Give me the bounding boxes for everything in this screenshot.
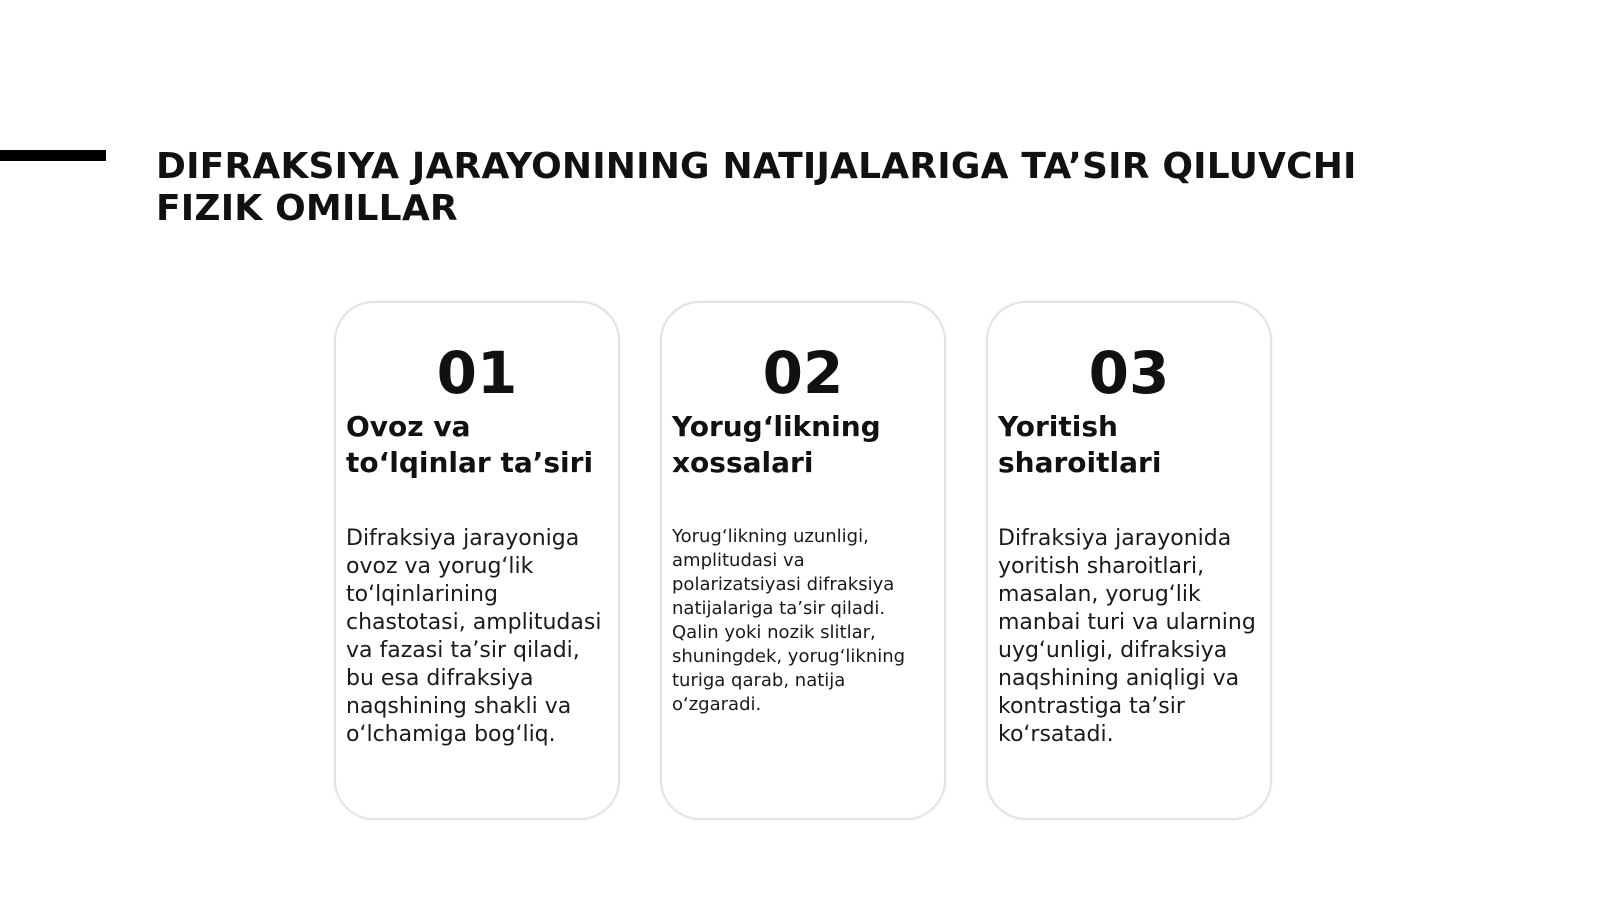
factor-card-2 xyxy=(660,301,946,820)
factor-card-3 xyxy=(986,301,1272,820)
card-body: Difraksiya jarayoniga ovoz va yorug‘lik to‘lqinlarining chastotasi, amplitudasi va fazasi ta’sir qiladi, bu esa difraksiya naqshining shakli va o‘lchamiga bog‘liq. xyxy=(346,526,602,747)
card-body: Yorug‘likning uzunligi, amplitudasi va polarizatsiyasi difraksiya natijalariga ta’sir qiladi. Qalin yoki nozik slitlar, shuningdek, yorug‘likning turiga qarab, natija o‘zgaradi. xyxy=(672,526,906,715)
card-number: 02 xyxy=(762,339,844,407)
title-accent-bar xyxy=(0,150,106,161)
card-number: 03 xyxy=(1088,339,1170,407)
card-heading: Yoritish sharoitlari xyxy=(998,410,1162,479)
factor-card-1 xyxy=(334,301,620,820)
slide-title: DIFRAKSIYA JARAYONINING NATIJALARIGA TA’SIR QILUVCHI FIZIK OMILLAR xyxy=(156,146,1357,229)
card-number: 01 xyxy=(436,339,518,407)
card-heading: Yorug‘likning xossalari xyxy=(672,410,881,479)
card-body: Difraksiya jarayonida yoritish sharoitlari, masalan, yorug‘lik manbai turi va ularning uyg‘unligi, difraksiya naqshining aniqligi va kontrastiga ta’sir ko‘rsatadi. xyxy=(998,526,1256,747)
card-heading: Ovoz va to‘lqinlar ta’siri xyxy=(346,410,594,479)
